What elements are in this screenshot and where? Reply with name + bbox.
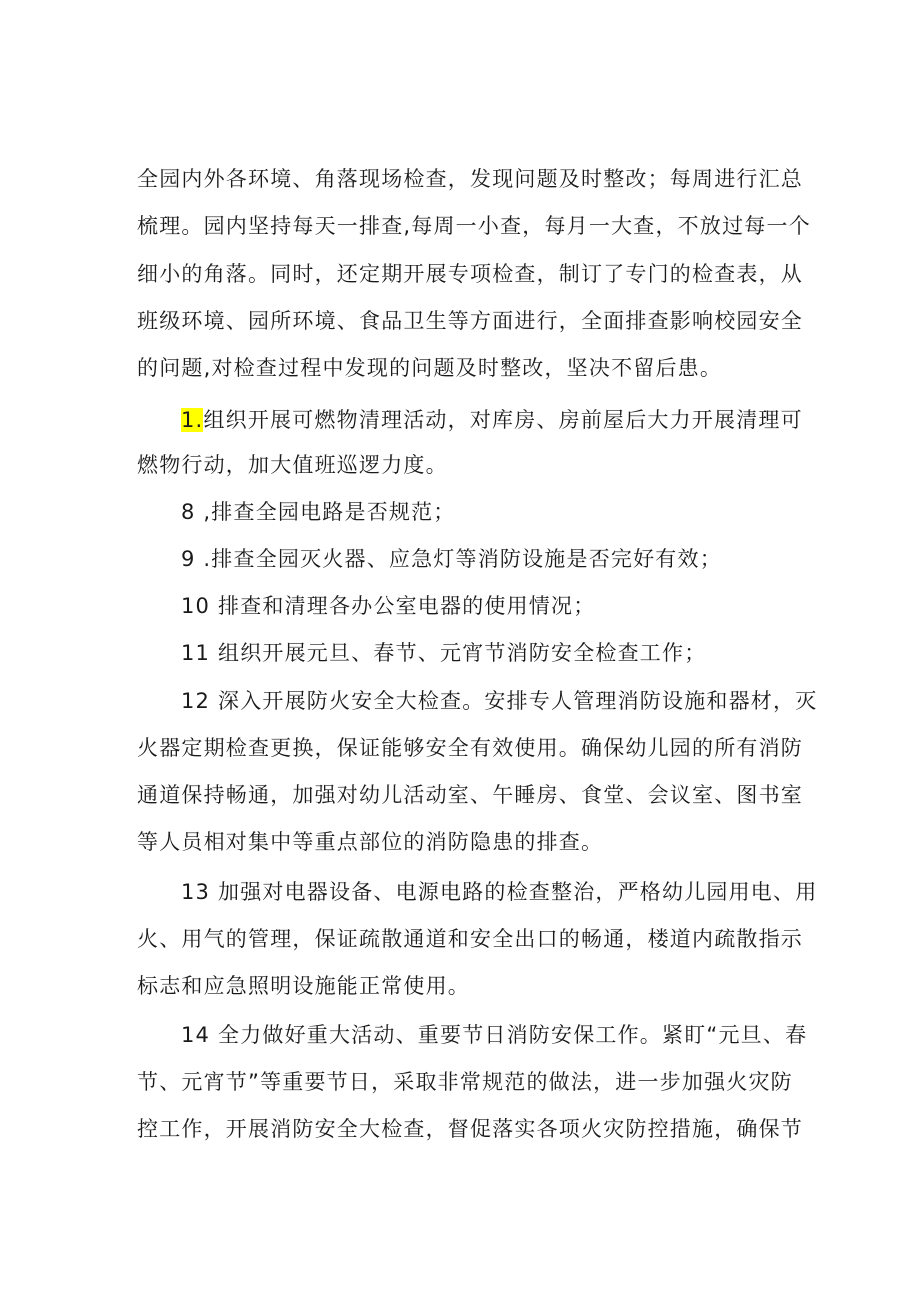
list-item-14: 14 全力做好重大活动、重要节日消防安保工作。紧盯“元旦、春 xyxy=(181,1023,808,1047)
paragraph-line: 细小的角落。同时，还定期开展专项检查，制订了专门的检查表，从 xyxy=(137,262,803,286)
list-item-10: 10 排查和清理各办公室电器的使用情况； xyxy=(181,594,596,618)
paragraph-line: 节、元宵节”等重要节日，采取非常规范的做法，进一步加强火灾防 xyxy=(137,1070,793,1094)
paragraph-line: 火、用气的管理，保证疏散通道和安全出口的畅通，楼道内疏散指示 xyxy=(137,927,803,951)
paragraph-line: 火器定期检查更换，保证能够安全有效使用。确保幼儿园的所有消防 xyxy=(137,736,803,760)
paragraph-line: 梳理。园内坚持每天一排查,每周一小查，每月一大查，不放过每一个 xyxy=(137,214,811,238)
paragraph-line: 班级环境、园所环境、食品卫生等方面进行，全面排查影响校园安全 xyxy=(137,309,803,333)
paragraph-line: 的问题,对检查过程中发现的问题及时整改，坚决不留后患。 xyxy=(137,356,723,380)
list-item-text: 组织开展可燃物清理活动，对库房、房前屋后大力开展清理可 xyxy=(203,408,803,432)
list-item-8: 8 ,排查全园电路是否规范； xyxy=(181,500,456,524)
paragraph-line: 通道保持畅通，加强对幼儿活动室、午睡房、食堂、会议室、图书室 xyxy=(137,783,803,807)
paragraph-line: 等人员相对集中等重点部位的消防隐患的排查。 xyxy=(137,830,604,854)
paragraph-line: 全园内外各环境、角落现场检查，发现问题及时整改；每周进行汇总 xyxy=(137,167,803,191)
list-item-13: 13 加强对电器设备、电源电路的检查整治，严格幼儿园用电、用 xyxy=(181,880,818,904)
paragraph-line: 标志和应急照明设施能正常使用。 xyxy=(137,974,470,998)
list-item-12: 12 深入开展防火安全大检查。安排专人管理消防设施和器材，灭 xyxy=(181,689,818,713)
paragraph-line: 控工作，开展消防安全大检查，督促落实各项火灾防控措施，确保节 xyxy=(137,1117,803,1141)
list-item-11: 11 组织开展元旦、春节、元宵节消防安全检查工作； xyxy=(181,641,707,665)
highlighted-marker: 1. xyxy=(181,408,204,432)
list-item-9: 9 .排查全园灭火器、应急灯等消防设施是否完好有效； xyxy=(181,547,722,571)
list-item-1 xyxy=(181,405,803,435)
paragraph-line: 燃物行动，加大值班巡逻力度。 xyxy=(137,453,448,477)
